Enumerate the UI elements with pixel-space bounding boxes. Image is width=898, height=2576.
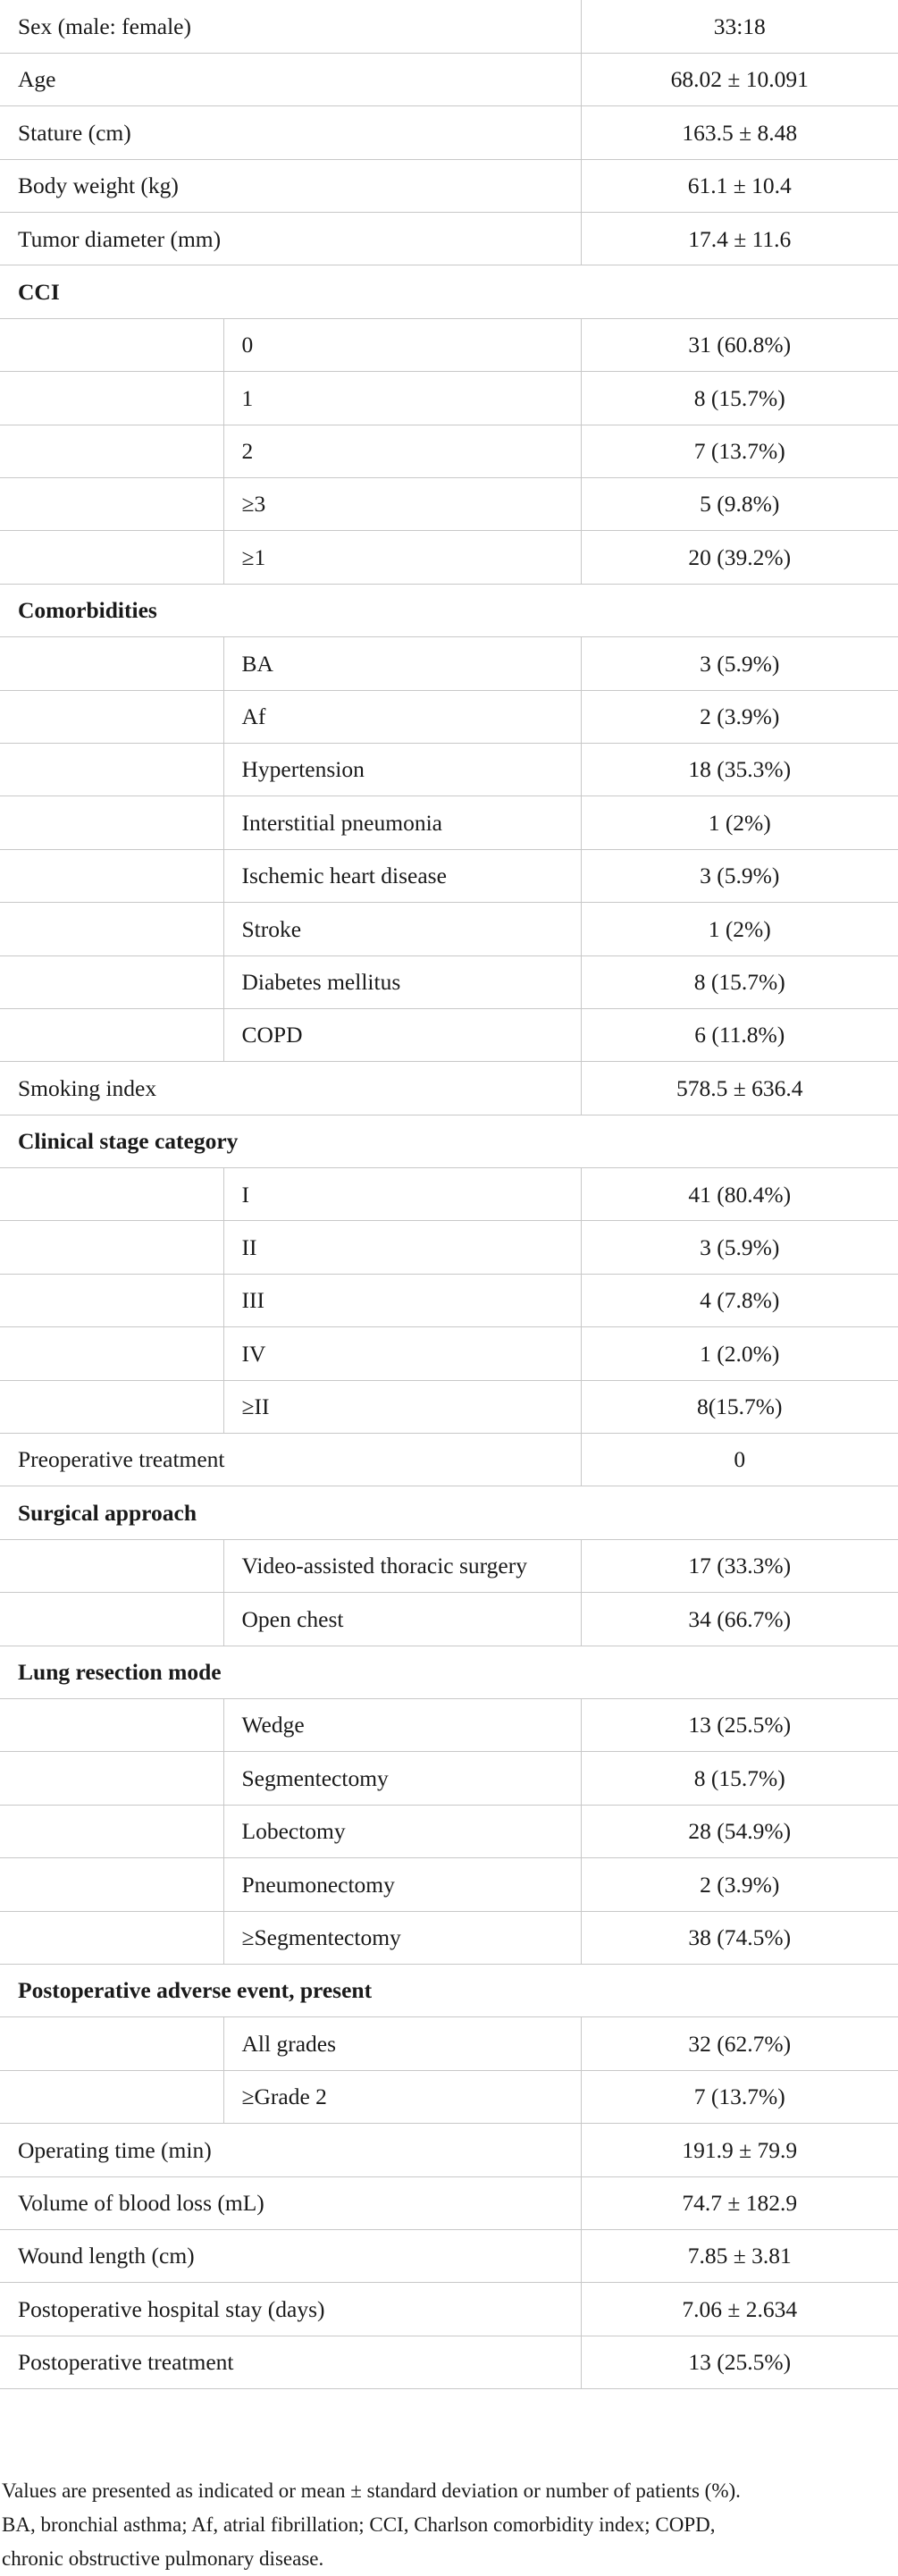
variable-label: Wound length (cm) [0, 2229, 581, 2282]
subcategory-label: ≥II [223, 1380, 581, 1433]
table-row [0, 2283, 898, 2336]
variable-value: 74.7 ± 182.9 [581, 2176, 898, 2229]
section-label: CCI [0, 265, 898, 318]
subcategory-label: Pneumonectomy [223, 1858, 581, 1911]
subcategory-value: 3 (5.9%) [581, 1221, 898, 1274]
table-row [0, 955, 898, 1008]
subcategory-value: 1 (2%) [581, 796, 898, 849]
variable-label: Body weight (kg) [0, 159, 581, 212]
subcategory-value: 38 (74.5%) [581, 1911, 898, 1964]
variable-value: 61.1 ± 10.4 [581, 159, 898, 212]
indent-cell [0, 1539, 223, 1592]
section-header-row [0, 265, 898, 318]
subcategory-label: Lobectomy [223, 1805, 581, 1857]
subcategory-value: 1 (2.0%) [581, 1327, 898, 1380]
section-header-row [0, 1646, 898, 1698]
variable-label: Operating time (min) [0, 2124, 581, 2176]
table-row [0, 2124, 898, 2176]
subcategory-label: 1 [223, 372, 581, 425]
subcategory-value: 1 (2%) [581, 903, 898, 955]
subcategory-label: Wedge [223, 1699, 581, 1752]
indent-cell [0, 2070, 223, 2123]
table-row [0, 2336, 898, 2388]
subcategory-label: Open chest [223, 1593, 581, 1646]
table-row [0, 0, 898, 53]
table-row [0, 690, 898, 743]
table-row [0, 903, 898, 955]
indent-cell [0, 425, 223, 477]
table-row [0, 2229, 898, 2282]
subcategory-value: 4 (7.8%) [581, 1274, 898, 1326]
table-row [0, 1380, 898, 1433]
subcategory-value: 8 (15.7%) [581, 1752, 898, 1805]
table-row [0, 372, 898, 425]
table-row [0, 743, 898, 796]
subcategory-label: III [223, 1274, 581, 1326]
section-header-row [0, 1486, 898, 1539]
subcategory-value: 3 (5.9%) [581, 849, 898, 902]
subcategory-label: I [223, 1168, 581, 1221]
indent-cell [0, 2017, 223, 2070]
subcategory-value: 41 (80.4%) [581, 1168, 898, 1221]
indent-cell [0, 903, 223, 955]
indent-cell [0, 1008, 223, 1061]
subcategory-label: Segmentectomy [223, 1752, 581, 1805]
section-header-row [0, 584, 898, 636]
indent-cell [0, 318, 223, 371]
indent-cell [0, 690, 223, 743]
subcategory-value: 7 (13.7%) [581, 2070, 898, 2123]
subcategory-label: BA [223, 637, 581, 690]
table-row [0, 478, 898, 531]
indent-cell [0, 1593, 223, 1646]
subcategory-value: 2 (3.9%) [581, 1858, 898, 1911]
footnote-line: chronic obstructive pulmonary disease. [2, 2547, 324, 2570]
subcategory-value: 7 (13.7%) [581, 425, 898, 477]
variable-value: 7.06 ± 2.634 [581, 2283, 898, 2336]
table-row [0, 1274, 898, 1326]
subcategory-value: 32 (62.7%) [581, 2017, 898, 2070]
indent-cell [0, 1168, 223, 1221]
table-row [0, 637, 898, 690]
section-label: Comorbidities [0, 584, 898, 636]
subcategory-label: Af [223, 690, 581, 743]
table-row [0, 1221, 898, 1274]
indent-cell [0, 1911, 223, 1964]
subcategory-label: Video-assisted thoracic surgery [223, 1539, 581, 1592]
table-row [0, 796, 898, 849]
footnote-line: Values are presented as indicated or mean ± standard deviation or number of patients (%). [2, 2479, 741, 2502]
variable-label: Sex (male: female) [0, 0, 581, 53]
indent-cell [0, 796, 223, 849]
table-row [0, 1168, 898, 1221]
section-label: Surgical approach [0, 1486, 898, 1539]
table-row [0, 1858, 898, 1911]
subcategory-value: 31 (60.8%) [581, 318, 898, 371]
table-row [0, 106, 898, 159]
subcategory-label: II [223, 1221, 581, 1274]
section-label: Clinical stage category [0, 1115, 898, 1167]
subcategory-label: ≥3 [223, 478, 581, 531]
indent-cell [0, 1327, 223, 1380]
indent-cell [0, 849, 223, 902]
subcategory-label: 0 [223, 318, 581, 371]
subcategory-label: COPD [223, 1008, 581, 1061]
table-row [0, 531, 898, 584]
table-row [0, 1062, 898, 1115]
indent-cell [0, 1221, 223, 1274]
variable-label: Stature (cm) [0, 106, 581, 159]
subcategory-value: 5 (9.8%) [581, 478, 898, 531]
table-row [0, 213, 898, 265]
section-header-row [0, 1115, 898, 1167]
subcategory-value: 34 (66.7%) [581, 1593, 898, 1646]
subcategory-label: Ischemic heart disease [223, 849, 581, 902]
table-footnote [0, 2474, 898, 2576]
subcategory-label: ≥Grade 2 [223, 2070, 581, 2123]
indent-cell [0, 1805, 223, 1857]
section-label: Lung resection mode [0, 1646, 898, 1698]
subcategory-label: All grades [223, 2017, 581, 2070]
table-row [0, 1699, 898, 1752]
subcategory-label: ≥1 [223, 531, 581, 584]
table-row [0, 2176, 898, 2229]
table-row [0, 159, 898, 212]
indent-cell [0, 1380, 223, 1433]
table-row [0, 1752, 898, 1805]
variable-value: 578.5 ± 636.4 [581, 1062, 898, 1115]
indent-cell [0, 531, 223, 584]
table-row [0, 1008, 898, 1061]
table-row [0, 1593, 898, 1646]
subcategory-value: 13 (25.5%) [581, 1699, 898, 1752]
subcategory-value: 3 (5.9%) [581, 637, 898, 690]
variable-label: Preoperative treatment [0, 1434, 581, 1486]
table-row [0, 1539, 898, 1592]
variable-label: Age [0, 53, 581, 105]
subcategory-label: IV [223, 1327, 581, 1380]
subcategory-value: 8 (15.7%) [581, 955, 898, 1008]
indent-cell [0, 372, 223, 425]
table-row [0, 53, 898, 105]
table-row [0, 1805, 898, 1857]
variable-value: 68.02 ± 10.091 [581, 53, 898, 105]
indent-cell [0, 1274, 223, 1326]
table-row [0, 849, 898, 902]
subcategory-value: 28 (54.9%) [581, 1805, 898, 1857]
variable-value: 191.9 ± 79.9 [581, 2124, 898, 2176]
indent-cell [0, 478, 223, 531]
variable-value: 17.4 ± 11.6 [581, 213, 898, 265]
subcategory-value: 20 (39.2%) [581, 531, 898, 584]
subcategory-label: Stroke [223, 903, 581, 955]
subcategory-label: 2 [223, 425, 581, 477]
variable-value: 0 [581, 1434, 898, 1486]
indent-cell [0, 1858, 223, 1911]
variable-value: 163.5 ± 8.48 [581, 106, 898, 159]
section-label: Postoperative adverse event, present [0, 1964, 898, 2016]
subcategory-value: 6 (11.8%) [581, 1008, 898, 1061]
subcategory-value: 18 (35.3%) [581, 743, 898, 796]
table-row [0, 2070, 898, 2123]
subcategory-value: 2 (3.9%) [581, 690, 898, 743]
variable-value: 33:18 [581, 0, 898, 53]
table-row [0, 1911, 898, 1964]
variable-value: 13 (25.5%) [581, 2336, 898, 2388]
section-header-row [0, 1964, 898, 2016]
indent-cell [0, 637, 223, 690]
indent-cell [0, 955, 223, 1008]
variable-label: Postoperative hospital stay (days) [0, 2283, 581, 2336]
table-row [0, 425, 898, 477]
table-row [0, 2017, 898, 2070]
subcategory-value: 8(15.7%) [581, 1380, 898, 1433]
subcategory-value: 8 (15.7%) [581, 372, 898, 425]
subcategory-label: Diabetes mellitus [223, 955, 581, 1008]
variable-label: Smoking index [0, 1062, 581, 1115]
table-row [0, 318, 898, 371]
indent-cell [0, 1752, 223, 1805]
footnote-line: BA, bronchial asthma; Af, atrial fibrillation; CCI, Charlson comorbidity index; COPD, [2, 2513, 716, 2536]
indent-cell [0, 743, 223, 796]
subcategory-label: ≥Segmentectomy [223, 1911, 581, 1964]
variable-label: Postoperative treatment [0, 2336, 581, 2388]
variable-label: Volume of blood loss (mL) [0, 2176, 581, 2229]
variable-value: 7.85 ± 3.81 [581, 2229, 898, 2282]
subcategory-label: Hypertension [223, 743, 581, 796]
table-row [0, 1434, 898, 1486]
table-row [0, 1327, 898, 1380]
subcategory-value: 17 (33.3%) [581, 1539, 898, 1592]
indent-cell [0, 1699, 223, 1752]
subcategory-label: Interstitial pneumonia [223, 796, 581, 849]
variable-label: Tumor diameter (mm) [0, 213, 581, 265]
